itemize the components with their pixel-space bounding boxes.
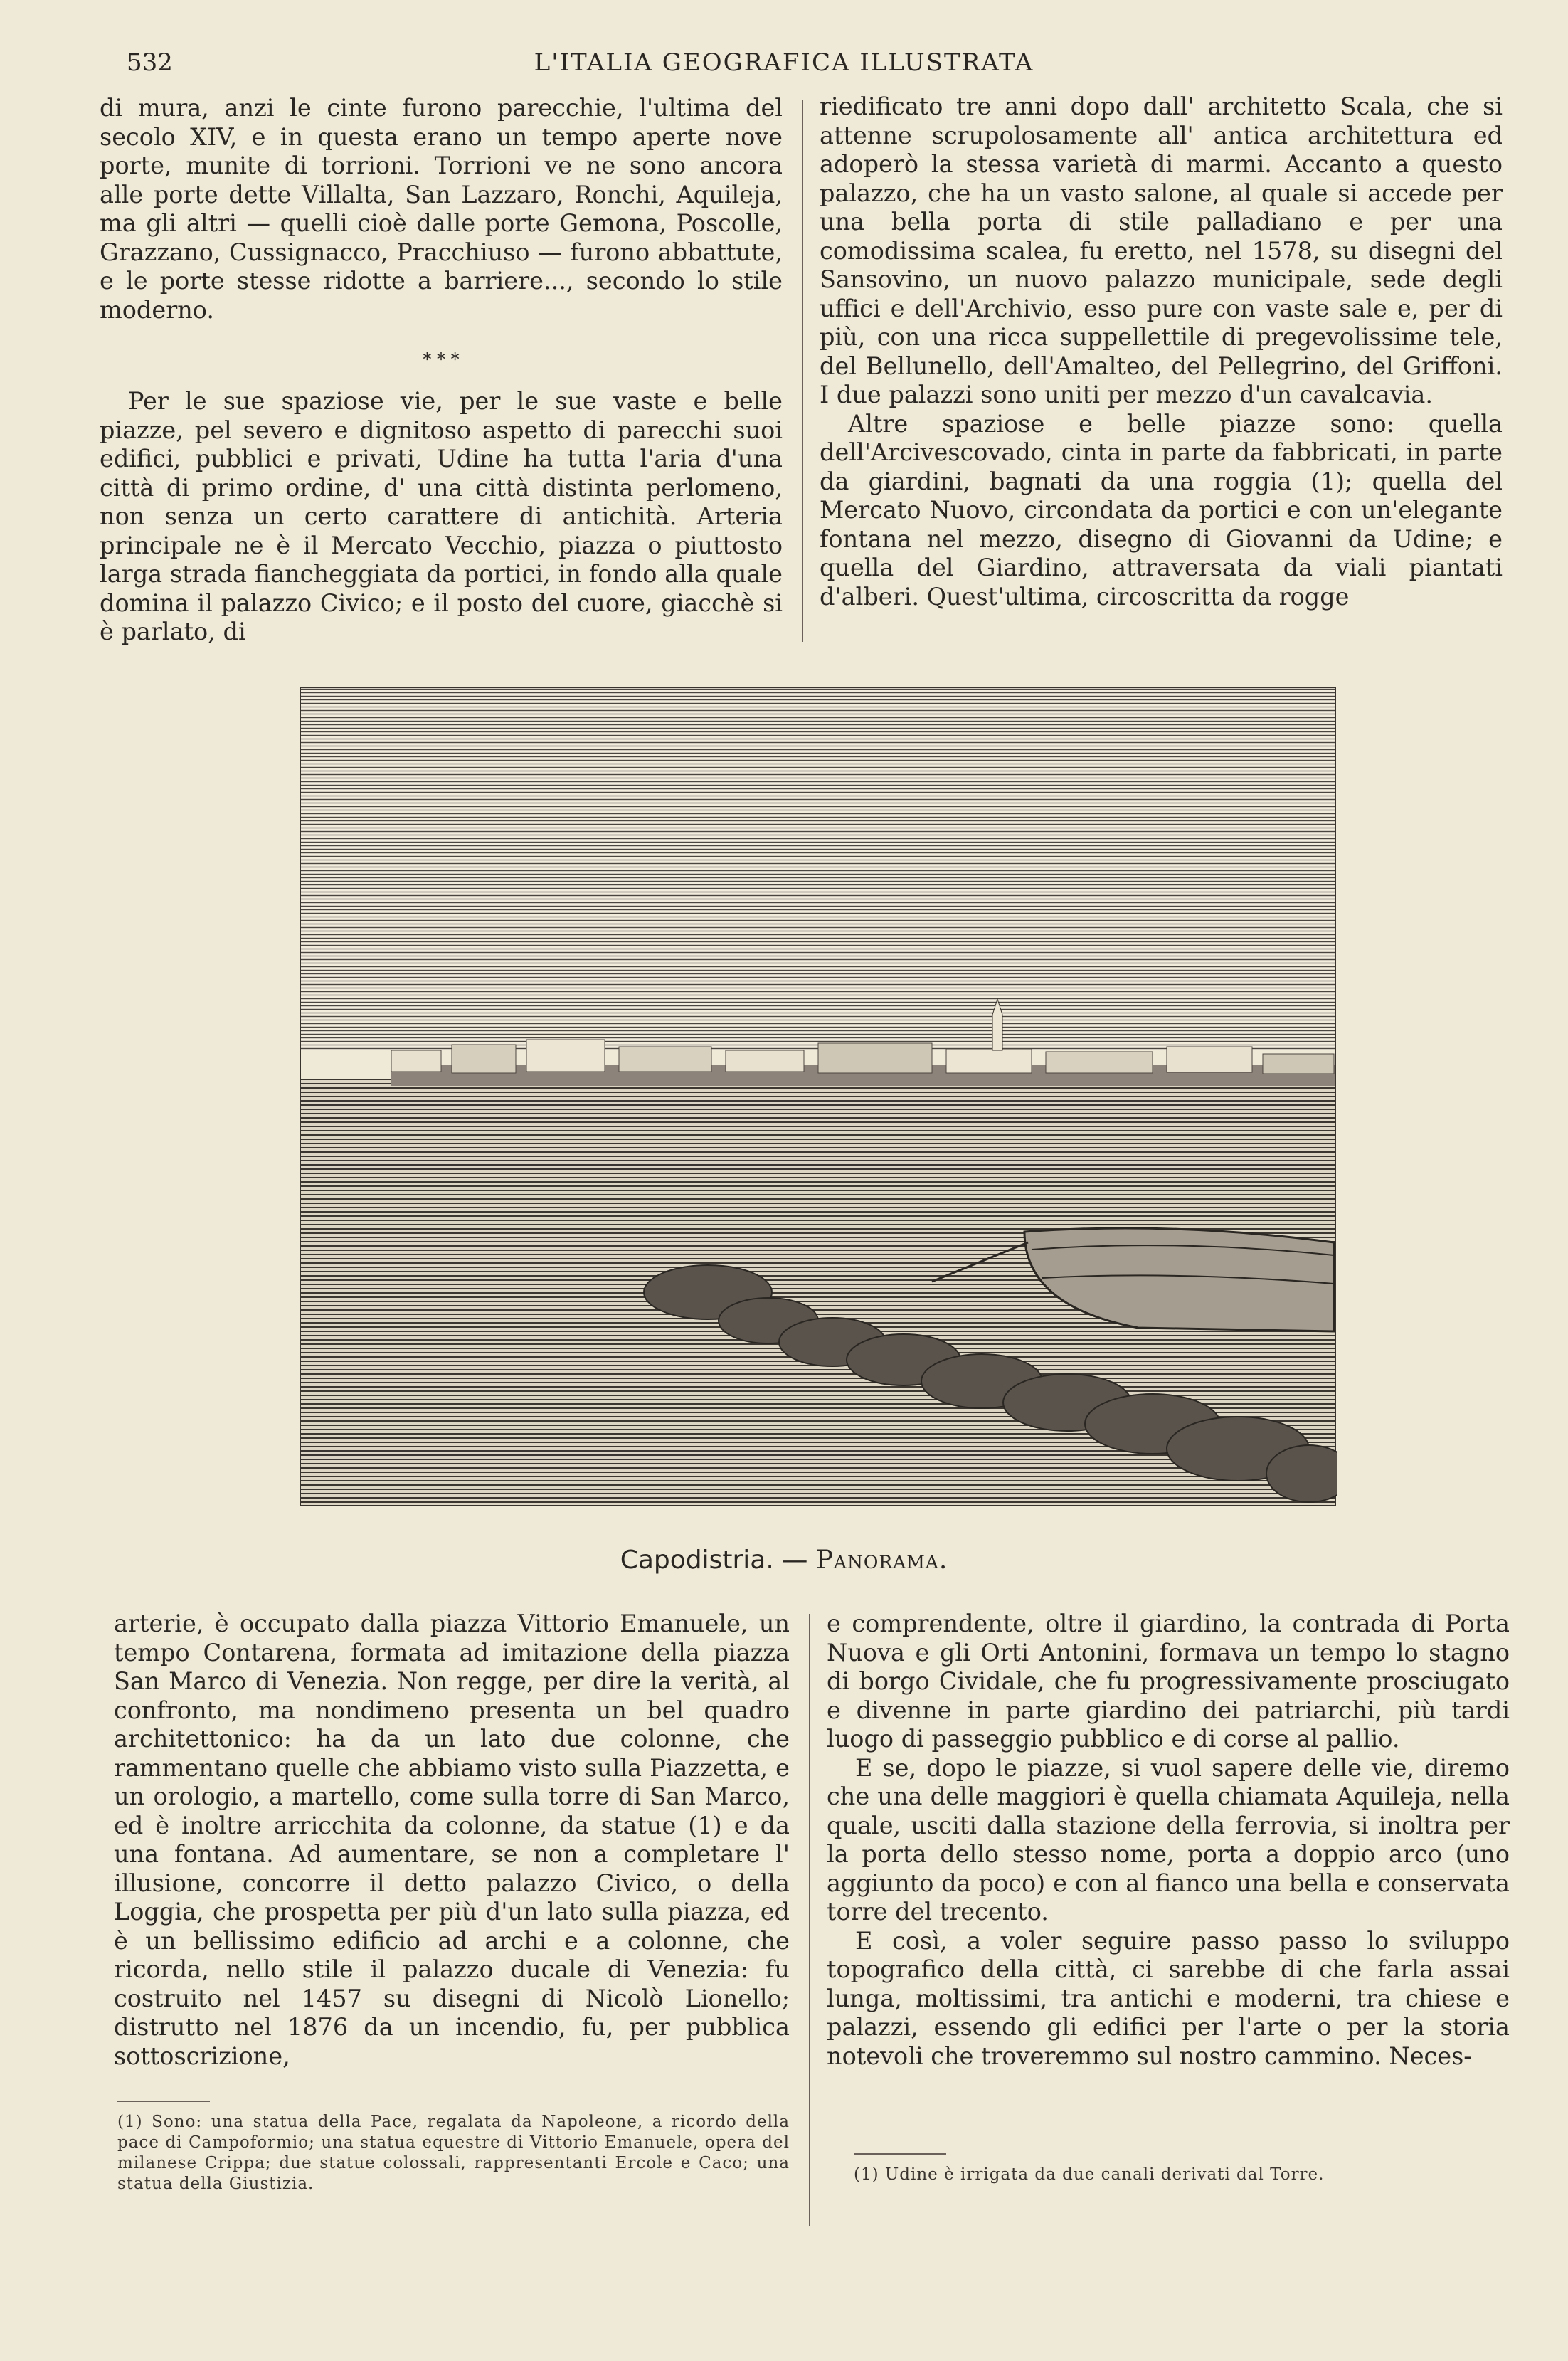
caption-dash: — bbox=[773, 1546, 816, 1575]
caption-place: Capodistria. bbox=[620, 1546, 774, 1575]
footnote-rule-left bbox=[117, 2101, 210, 2102]
paragraph: E se, dopo le piazze, si vuol sapere delle vie, diremo che una delle maggiori è quella chiamata Aquileja, nella quale, usciti dalla stazione della ferrovia, si inoltra per la porta dello stesso nome, porta a doppio arco (uno aggiunto da poco) e con al fianco una bella e conservata torre del trecento. bbox=[827, 1753, 1510, 1926]
column-top-right bbox=[820, 93, 1503, 611]
asterism: * * * bbox=[423, 349, 460, 369]
engraving-illustration bbox=[285, 680, 1337, 1514]
column-top-left bbox=[100, 94, 783, 647]
column-bottom-right bbox=[827, 1610, 1510, 2071]
sky bbox=[300, 687, 1335, 1050]
caption-subject: Panorama. bbox=[815, 1546, 948, 1575]
running-title: L'ITALIA GEOGRAFICA ILLUSTRATA bbox=[534, 48, 1034, 77]
paragraph: E così, a voler seguire passo passo lo sviluppo topografico della città, ci sarebbe di che farla assai lunga, moltissimi, tra antichi e moderni, tra chiese e palazzi, essendo gli edifici per l'arte o per la storia notevoli che troveremmo sul nostro cammino. Neces- bbox=[827, 1926, 1510, 2070]
column-rule-bottom bbox=[809, 1614, 810, 2226]
paragraph: riedificato tre anni dopo dall' architetto Scala, che si attenne scrupolosamente all' antica architettura ed adoperò la stessa varietà di marmi. Accanto a questo palazzo, che ha un vasto salone, al quale si accede per una bella porta di stile palladiano e per una comodissima scalea, fu eretto, nel 1578, su disegni del Sansovino, un nuovo palazzo municipale, sede degli uffici e dell'Archivio, esso pure con vaste sale e, per di più, con una ricca suppellettile di pregevolissime tele, del Bellunello, dell'Amalteo, del Pellegrino, del Griffoni. I due palazzi sono uniti per mezzo d'un cavalcavia. bbox=[820, 93, 1503, 408]
footnote-right: (1) Udine è irrigata da due canali derivati dal Torre. bbox=[854, 2165, 1325, 2184]
paragraph: Per le sue spaziose vie, per le sue vaste e belle piazze, pel severo e dignitoso aspetto di parecchi suoi edifici, pubblici e privati, Udine ha tutta l'aria d'una città di primo ordine, d' una città distinta perlomeno, non senza un certo carattere di antichità. Arteria principale ne è il Mercato Vecchio, piazza o piuttosto larga strada fiancheggiata da portici, in fondo alla quale domina il palazzo Civico; e il posto del cuore, giacchè si è parlato, di bbox=[100, 387, 783, 645]
footnote-rule-right bbox=[854, 2153, 946, 2155]
paragraph: arterie, è occupato dalla piazza Vittorio Emanuele, un tempo Contarena, formata ad imitazione della piazza San Marco di Venezia. Non regge, per dire la verità, al confronto, ma nondimeno presenta un bel quadro architettonico: ha da un lato due colonne, che rammentano quelle che abbiamo visto sulla Piazzetta, e un orologio, a martello, come sulla torre di San Marco, ed è inoltre arricchita da colonne, da statue (1) e da una fontana. Ad aumentare, se non a completare l' illusione, concorre il detto palazzo Civico, o della Loggia, che prospetta per più d'un lato sulla piazza, ed è un bellissimo edificio ad archi e a colonne, che ricorda, nello stile il palazzo ducale di Venezia: fu costruito nel 1457 su disegni di Nicolò Lionello; distrutto nel 1876 da un incendio, fu, per pubblica sottoscrizione, bbox=[114, 1610, 790, 2070]
paragraph: e comprendente, oltre il giardino, la contrada di Porta Nuova e gli Orti Antonini, formava un tempo lo stagno di borgo Cividale, che fu progressivamente prosciugato e divenne in parte giardino dei patriarchi, più tardi luogo di passeggio pubblico e di corse al pallio. bbox=[827, 1610, 1510, 1753]
figure-caption bbox=[0, 1546, 1568, 1575]
footnote-left: (1) Sono: una statua della Pace, regalata da Napoleone, a ricordo della pace di Campoformio; una statua equestre di Vittorio Emanuele, opera del milanese Crippa; due statue colossali, rappresentanti Ercole e Caco; una statua della Giustizia. bbox=[117, 2113, 790, 2193]
paragraph: di mura, anzi le cinte furono parecchie, l'ultima del secolo XIV, e in questa erano un tempo aperte nove porte, munite di torrioni. Torrioni ve ne sono ancora alle porte dette Villalta, San Lazzaro, Ronchi, Aquileja, ma gli altri — quelli cioè dalle porte Gemona, Poscolle, Grazzano, Cussignacco, Pracchiuso — furono abbattute, e le porte stesse ridotte a barriere..., secondo lo stile moderno. bbox=[100, 94, 783, 324]
page-number: 532 bbox=[127, 48, 173, 77]
column-bottom-left bbox=[114, 1610, 790, 2071]
paragraph: Altre spaziose e belle piazze sono: quella dell'Arcivescovado, cinta in parte da fabbricati, in parte da giardini, bagnati da una roggia (1); quella del Mercato Nuovo, circondata da portici e con un'elegante fontana nel mezzo, disegno di Giovanni da Udine; e quella del Giardino, attraversata da viali piantati d'alberi. Quest'ultima, circoscritta da rogge bbox=[820, 409, 1503, 611]
column-rule-top bbox=[802, 100, 803, 642]
